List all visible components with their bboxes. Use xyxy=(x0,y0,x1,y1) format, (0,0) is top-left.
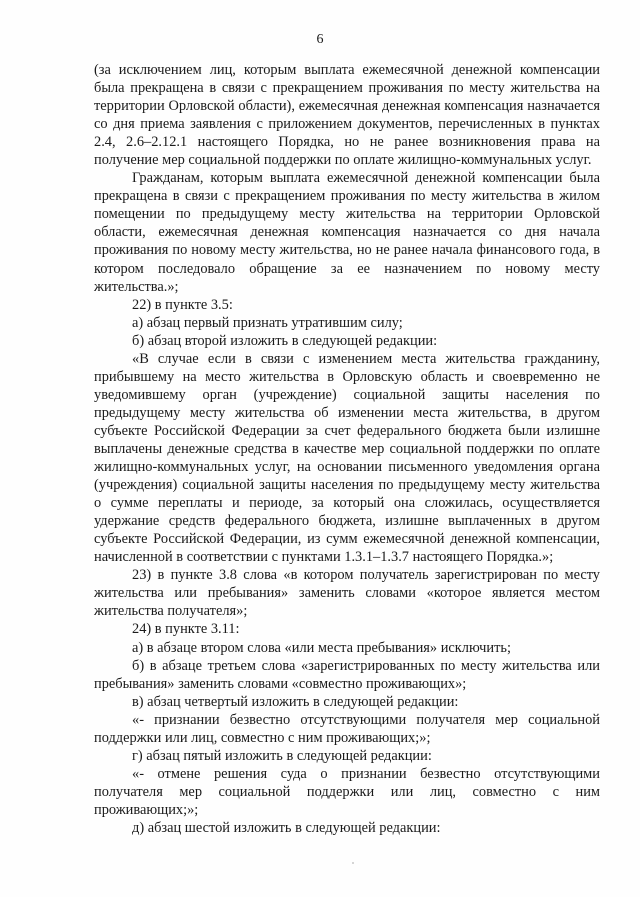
paragraph: Гражданам, которым выплата ежемесячной денежной компенсации была прекращена в связи с прекращением проживания по месту жительства в жилом помещении по предыдущему месту жительства на территории Орловской области, ежемесячная денежная компенсация назначается со дня начала проживания по новому месту жительства, но не ранее начала финансового года, в котором последовало обращение за ее назначением по новому месту жительства.»; xyxy=(94,170,600,295)
paragraph: б) в абзаце третьем слова «зарегистрированных по месту жительства или пребывания» заменить словами «совместно проживающих»; xyxy=(94,657,600,692)
paragraph: 22) в пункте 3.5: xyxy=(132,296,233,313)
paragraph: г) абзац пятый изложить в следующей редакции: xyxy=(132,747,432,764)
scan-speck xyxy=(352,862,354,864)
paragraph: 24) в пункте 3.11: xyxy=(132,621,240,638)
paragraph: б) абзац второй изложить в следующей редакции: xyxy=(132,332,438,349)
paragraph: д) абзац шестой изложить в следующей редакции: xyxy=(132,819,441,836)
paragraph: а) абзац первый признать утратившим силу; xyxy=(132,314,403,331)
document-body xyxy=(94,61,600,837)
paragraph: 23) в пункте 3.8 слова «в котором получатель зарегистрирован по месту жительства или пребывания» заменить словами «которое является местом жительства получателя»; xyxy=(94,567,600,620)
paragraph: а) в абзаце втором слова «или места пребывания» исключить; xyxy=(132,639,511,656)
paragraph: «- отмене решения суда о признании безвестно отсутствующими получателя мер социальной поддержки или лиц, совместно с ним проживающих;»; xyxy=(94,765,600,818)
paragraph: в) абзац четвертый изложить в следующей редакции: xyxy=(132,693,459,710)
page-number: 6 xyxy=(316,32,324,47)
paragraph: «- признании безвестно отсутствующими получателя мер социальной поддержки или лиц, совместно с ним проживающих;»; xyxy=(94,711,600,746)
paragraph: «В случае если в связи с изменением места жительства гражданину, прибывшему на место жительства в Орловскую область и своевременно не уведомившему орган (учреждение) социальной защиты населения по предыдущему месту жительства об изменении места жительства, в другом субъекте Российской Федерации за счет федерального бюджета были излишне выплачены денежные средства в качестве мер социальной поддержки по оплате жилищно-коммунальных услуг, на основании письменного уведомления органа (учреждения) социальной защиты населения по предыдущему месту жительства о сумме переплаты и периоде, за который она сложилась, осуществляется удержание средств федерального бюджета, излишне выплаченных в другом субъекте Российской Федерации, из сумм ежемесячной денежной компенсации, начисленной в соответствии с пунктами 1.3.1–1.3.7 настоящего Порядка.»; xyxy=(94,350,600,566)
paragraph: (за исключением лиц, которым выплата ежемесячной денежной компенсации была прекращена в связи с прекращением проживания по месту жительства на территории Орловской области), ежемесячная денежная компенсация назначается со дня приема заявления с приложением документов, перечисленных в пунктах 2.4, 2.6–2.12.1 настоящего Порядка, но не ранее возникновения права на получение мер социальной поддержки по оплате жилищно-коммунальных услуг. xyxy=(94,62,600,169)
